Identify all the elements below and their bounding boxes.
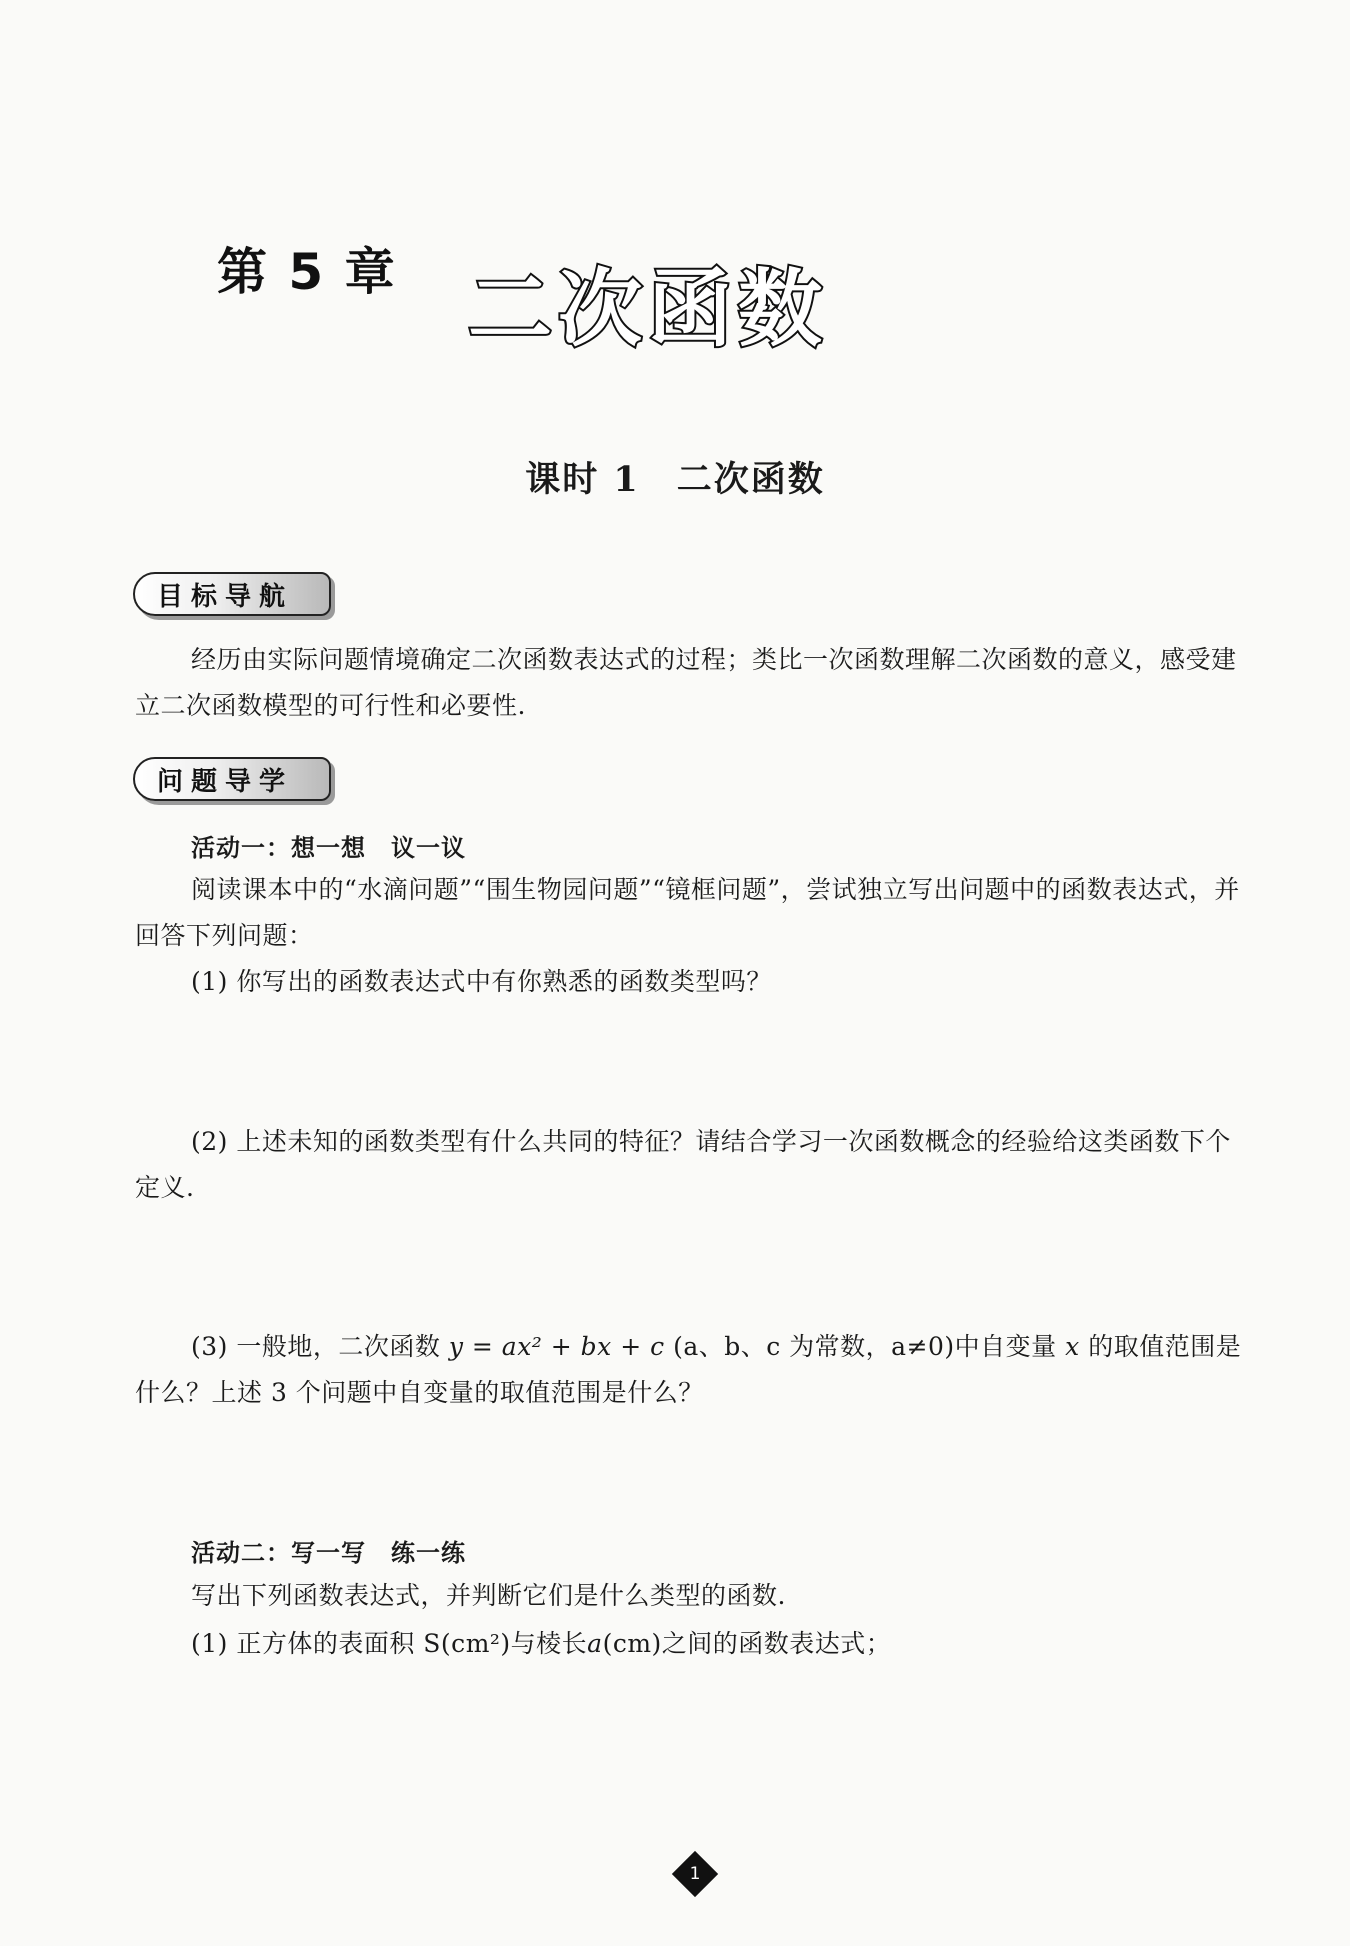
question-2: (2) 上述未知的函数类型有什么共同的特征？请结合学习一次函数概念的经验给这类函数下个定义.	[135, 1127, 1231, 1202]
chapter-title: 二次函数	[468, 260, 829, 358]
activity-two-intro: 写出下列函数表达式，并判断它们是什么类型的函数.	[191, 1581, 786, 1610]
page-number-badge	[674, 1853, 716, 1895]
variable-x: x	[1065, 1332, 1080, 1361]
goals-section-tag: 目标导航	[133, 572, 331, 616]
variable-a: a	[587, 1629, 603, 1658]
quadratic-formula: y = ax² + bx + c	[448, 1332, 665, 1361]
chapter-label: 第 5 章	[217, 243, 397, 301]
activity-two-title: 活动二：写一写 练一练	[191, 1539, 466, 1567]
exercise-1	[191, 1624, 891, 1660]
question-3	[135, 1324, 1250, 1416]
page-number: 1	[689, 1864, 701, 1884]
question-1: (1) 你写出的函数表达式中有你熟悉的函数类型吗？	[191, 967, 772, 996]
guide-section-tag: 问题导学	[133, 757, 331, 801]
question-3-suffix: 的取值范围是什么？上述 3 个问题中自变量的取值范围是什么？	[135, 1332, 1242, 1407]
activity-one-intro: 阅读课本中的“水滴问题”“围生物园问题”“镜框问题”，尝试独立写出问题中的函数表达式，并回答下列问题：	[135, 875, 1240, 950]
exercise-1-prefix: (1) 正方体的表面积 S(cm²)与棱长	[191, 1629, 588, 1658]
exercise-1-suffix: (cm)之间的函数表达式；	[602, 1629, 892, 1658]
lesson-title: 课时 1 二次函数	[525, 459, 825, 500]
activity-one-title: 活动一：想一想 议一议	[191, 834, 466, 862]
goals-text: 经历由实际问题情境确定二次函数表达式的过程；类比一次函数理解二次函数的意义，感受建立二次函数模型的可行性和必要性.	[135, 645, 1237, 720]
question-3-prefix: (3) 一般地，二次函数	[191, 1332, 441, 1361]
question-3-mid: (a、b、c 为常数，a≠0)中自变量	[673, 1332, 1057, 1361]
